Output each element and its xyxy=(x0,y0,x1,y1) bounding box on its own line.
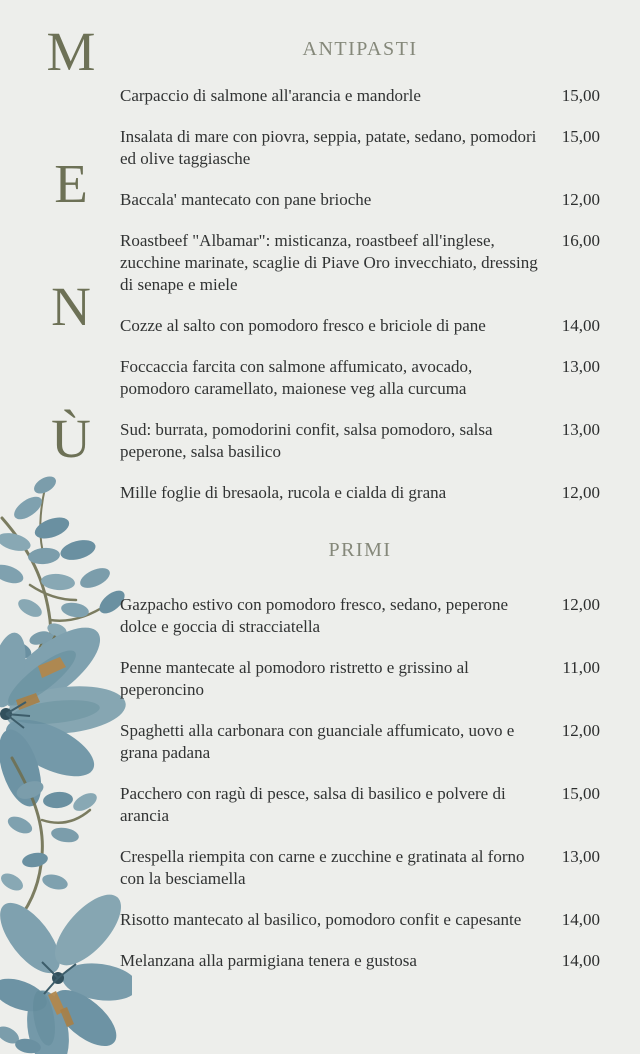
menu-item-row xyxy=(120,909,600,931)
menu-item-price: 15,00 xyxy=(561,86,600,105)
menu-item-name: Carpaccio di salmone all'arancia e mandorle xyxy=(120,86,421,105)
menu-item-price: 14,00 xyxy=(561,316,600,335)
menu-item-name: Melanzana alla parmigiana tenera e gustosa xyxy=(120,951,417,970)
watercolor-flower-icon xyxy=(0,470,132,1054)
menu-item-price: 15,00 xyxy=(561,127,600,146)
menu-item-row xyxy=(120,356,600,400)
menu-item-price: 13,00 xyxy=(561,357,600,376)
menu-item-price: 12,00 xyxy=(561,190,600,209)
menu-item-row xyxy=(120,189,600,211)
menu-item-name: Insalata di mare con piovra, seppia, patate, sedano, pomodori ed olive taggiasche xyxy=(120,127,537,168)
menu-item-row xyxy=(120,950,600,972)
menu-item-price: 11,00 xyxy=(562,658,600,677)
menu-item-name: Risotto mantecato al basilico, pomodoro confit e capesante xyxy=(120,910,522,929)
menu-content xyxy=(120,0,600,991)
menu-item-price: 13,00 xyxy=(561,847,600,866)
menu-item-name: Pacchero con ragù di pesce, salsa di basilico e polvere di arancia xyxy=(120,784,506,825)
menu-item-price: 12,00 xyxy=(561,483,600,502)
vertical-title-letter-e: E xyxy=(54,153,88,214)
menu-section xyxy=(120,539,600,972)
menu-item-price: 14,00 xyxy=(561,910,600,929)
section-heading: ANTIPASTI xyxy=(302,38,418,60)
menu-item-row xyxy=(120,594,600,638)
menu-item-row xyxy=(120,85,600,107)
menu-item-name: Roastbeef "Albamar": misticanza, roastbeef all'inglese, zucchine marinate, scaglie di Piave Oro invecchiato, dressing di senape e miele xyxy=(120,231,538,294)
menu-item-name: Gazpacho estivo con pomodoro fresco, sedano, peperone dolce e goccia di stracciatella xyxy=(120,595,509,636)
menu-item-price: 12,00 xyxy=(561,595,600,614)
menu-item-row xyxy=(120,482,600,504)
section-items xyxy=(120,594,600,972)
menu-item-name: Cozze al salto con pomodoro fresco e briciole di pane xyxy=(120,316,486,335)
vertical-title-letter-m: M xyxy=(46,21,96,82)
menu-item-row xyxy=(120,230,600,296)
menu-item-name: Penne mantecate al pomodoro ristretto e grissino al peperoncino xyxy=(120,658,469,699)
menu-item-row xyxy=(120,846,600,890)
menu-item-row xyxy=(120,126,600,170)
section-items xyxy=(120,85,600,504)
menu-item-row xyxy=(120,720,600,764)
menu-item-name: Crespella riempita con carne e zucchine e gratinata al forno con la besciamella xyxy=(120,847,525,888)
menu-item-row xyxy=(120,657,600,701)
menu-item-row xyxy=(120,419,600,463)
menu-item-price: 15,00 xyxy=(561,784,600,803)
menu-item-name: Mille foglie di bresaola, rucola e cialda di grana xyxy=(120,483,447,502)
menu-item-row xyxy=(120,783,600,827)
menu-item-price: 14,00 xyxy=(561,951,600,970)
menu-item-name: Baccala' mantecato con pane brioche xyxy=(120,190,372,209)
vertical-title-letter-u: Ù xyxy=(51,408,91,469)
vertical-title-letter-n: N xyxy=(51,276,91,337)
menu-item-name: Sud: burrata, pomodorini confit, salsa pomodoro, salsa peperone, salsa basilico xyxy=(120,420,493,461)
section-heading: PRIMI xyxy=(328,539,392,561)
menu-item-row xyxy=(120,315,600,337)
menu-item-price: 12,00 xyxy=(561,721,600,740)
menu-item-name: Spaghetti alla carbonara con guanciale affumicato, uovo e grana padana xyxy=(120,721,515,762)
menu-section xyxy=(120,38,600,504)
menu-item-price: 16,00 xyxy=(561,231,600,250)
menu-item-name: Foccaccia farcita con salmone affumicato, avocado, pomodoro caramellato, maionese veg alla curcuma xyxy=(120,357,473,398)
menu-item-price: 13,00 xyxy=(561,420,600,439)
